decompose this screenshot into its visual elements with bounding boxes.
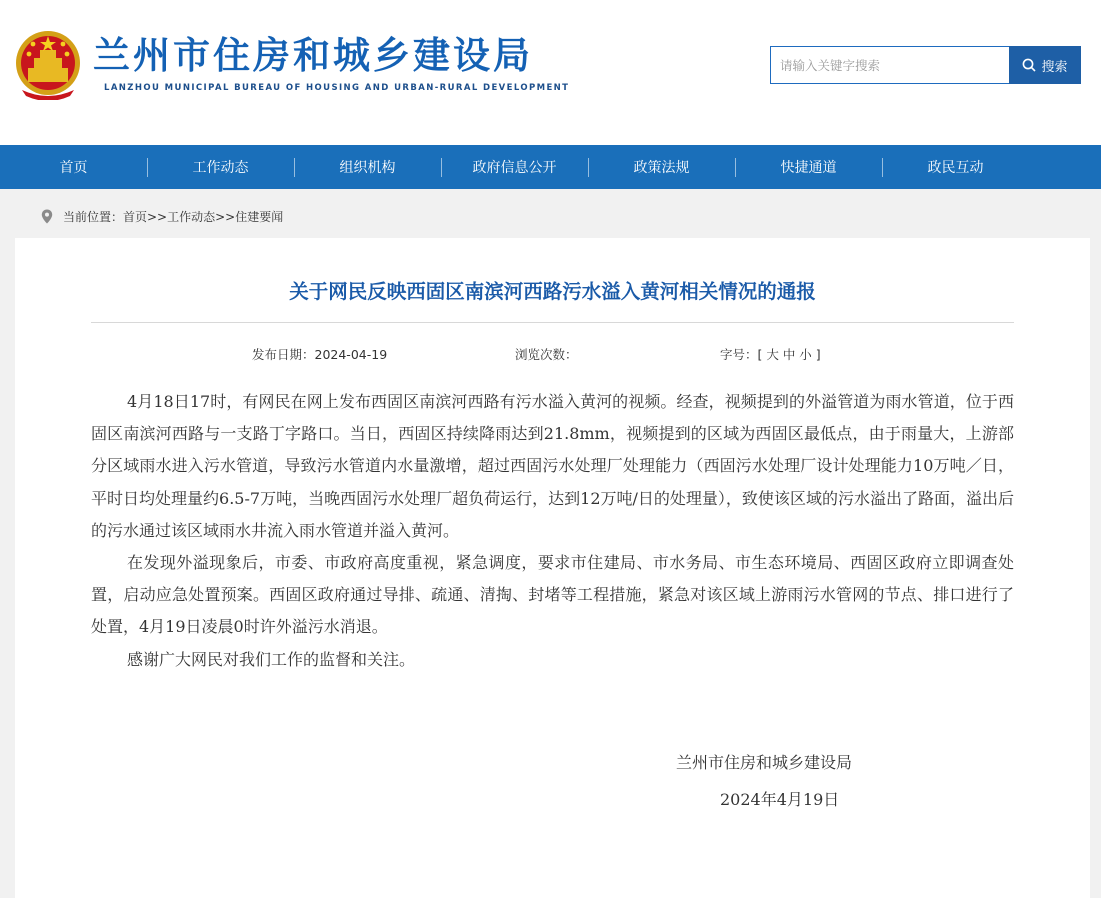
- search-button-label: 搜索: [1041, 59, 1068, 75]
- search-icon: [1022, 58, 1036, 72]
- breadcrumb: [41, 206, 283, 226]
- publish-date: 发布日期：2024-04-19: [252, 347, 388, 362]
- search-button[interactable]: [1009, 46, 1081, 84]
- article-body: [91, 386, 1014, 676]
- search-box: [770, 46, 1010, 84]
- search-input[interactable]: [771, 47, 1010, 83]
- nav-item-home[interactable]: 首页: [59, 160, 88, 176]
- national-emblem-icon: [14, 28, 82, 100]
- article-paragraph: 感谢广大网民对我们工作的监督和关注。: [127, 649, 416, 669]
- nav-item-quick-links[interactable]: 快捷通道: [735, 145, 882, 189]
- article-container: [15, 238, 1090, 898]
- nav-item-organization[interactable]: 组织机构: [294, 145, 441, 189]
- nav-item-policies[interactable]: 政策法规: [588, 145, 735, 189]
- breadcrumb-text[interactable]: 当前位置：首页>>工作动态>>住建要闻: [63, 209, 284, 224]
- nav-item-interaction[interactable]: 政民互动: [882, 145, 1029, 189]
- article-paragraph: 4月18日17时，有网民在网上发布西固区南滨河西路有污水溢入黄河的视频。经查，视频提到的外溢管道为雨水管道，位于西固区南滨河西路与一支路丁字路口。当日，西固区持续降雨达到21.8mm，视频提到的区域为西固区最低点，由于雨量大，上游部分区域雨水进入污水管道，导致污水管道内水量激增，超过西固污水处理厂处理能力（西固污水处理厂设计处理能力10万吨／日，平时日均处理量约6.5-7万吨，当晚西固污水处理厂超负荷运行，达到12万吨/日的处理量），致使该区域的污水溢出了路面，溢出后的污水通过该区域雨水井流入雨水管道并溢入黄河。: [91, 392, 1014, 540]
- signature: 兰州市住房和城乡建设局: [676, 753, 853, 772]
- site-header: [0, 0, 1101, 145]
- view-count: 浏览次数：: [515, 347, 578, 362]
- sign-date: 2024年4月19日: [720, 790, 840, 809]
- nav-item-work-news[interactable]: 工作动态: [147, 145, 294, 189]
- title-divider: [91, 322, 1014, 323]
- article-title: 关于网民反映西固区南滨河西路污水溢入黄河相关情况的通报: [289, 280, 816, 303]
- main-nav: [0, 145, 1101, 189]
- site-subtitle: LANZHOU MUNICIPAL BUREAU OF HOUSING AND URBAN-RURAL DEVELOPMENT: [104, 83, 570, 93]
- article-paragraph: 在发现外溢现象后，市委、市政府高度重视，紧急调度，要求市住建局、市水务局、市生态环境局、西固区政府立即调查处置，启动应急处置预案。西固区政府通过导排、疏通、清掏、封堵等工程措施，紧急对该区域上游雨污水管网的节点、排口进行了处置，4月19日凌晨0时许外溢污水消退。: [91, 553, 1014, 637]
- location-pin-icon: [41, 209, 53, 224]
- site-title[interactable]: 兰州市住房和城乡建设局: [93, 34, 533, 77]
- nav-item-gov-info[interactable]: 政府信息公开: [441, 145, 588, 189]
- font-size-switcher[interactable]: 字号：[ 大 中 小 ]: [720, 347, 821, 362]
